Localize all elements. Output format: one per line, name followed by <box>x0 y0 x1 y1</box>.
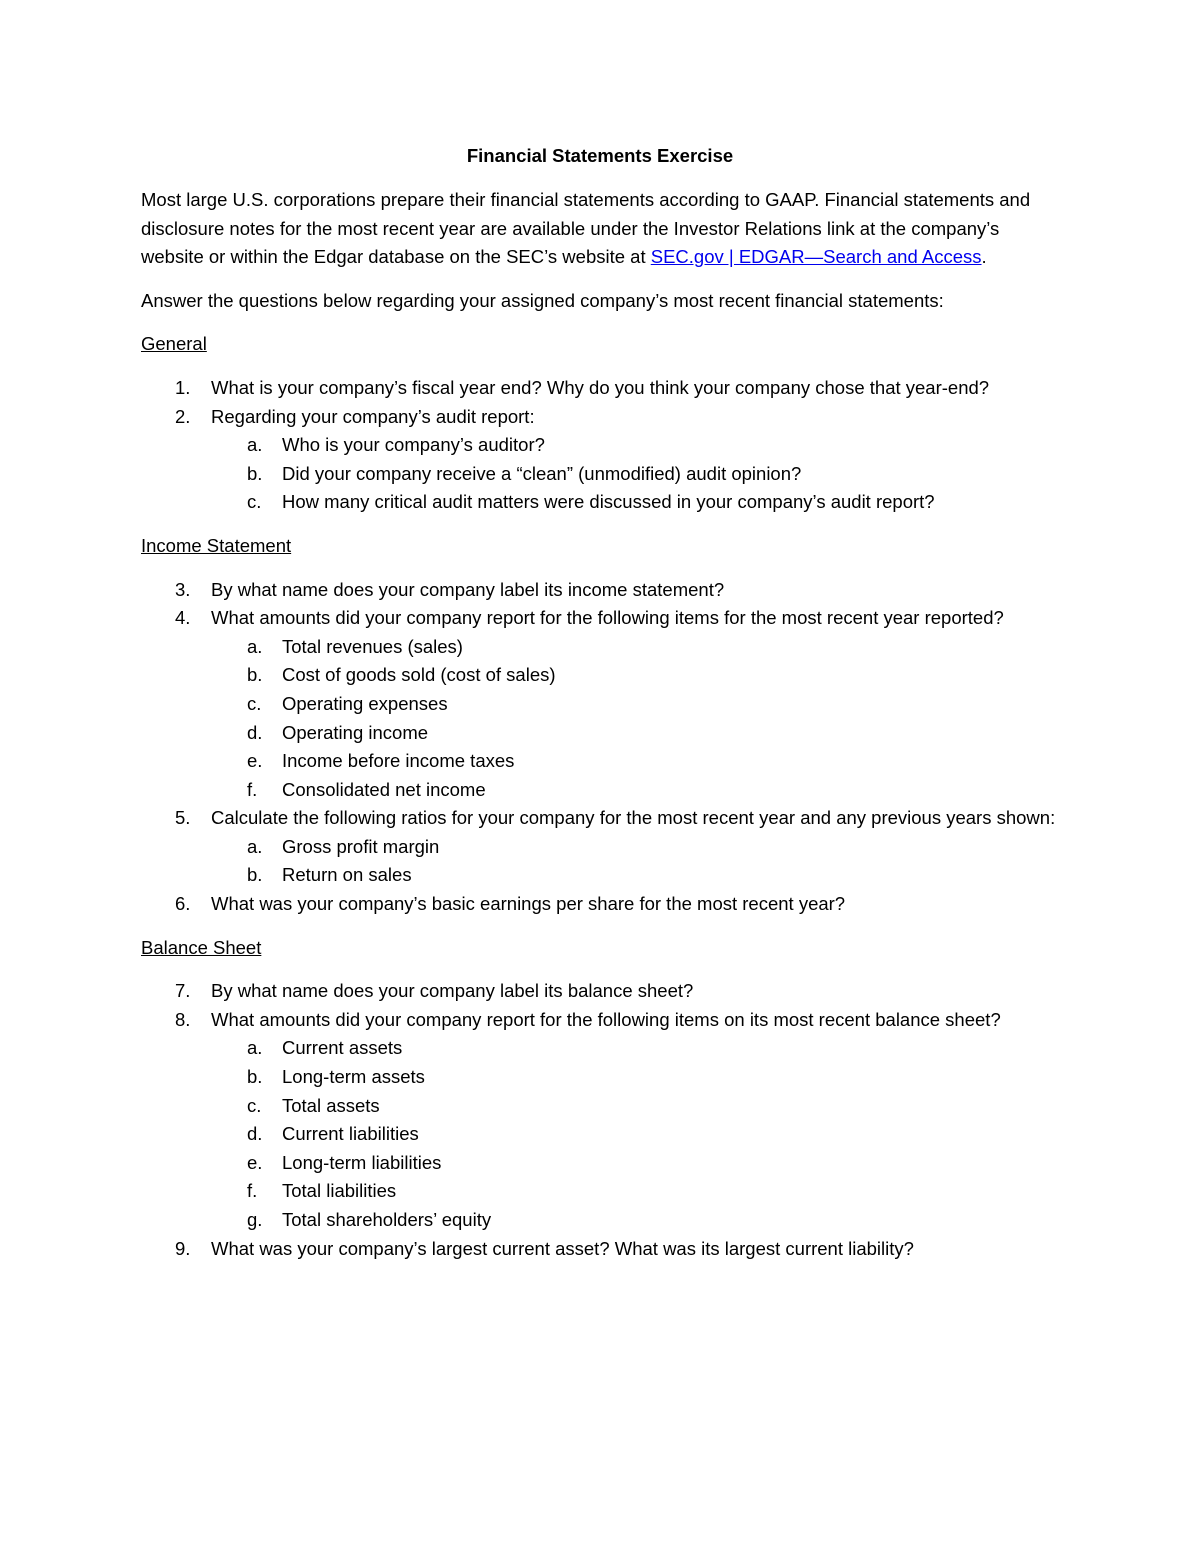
sub-question-letter: d. <box>247 1123 263 1145</box>
intro-paragraph <box>141 186 1059 272</box>
question-text: What was your company’s largest current asset? What was its largest current liability? <box>211 1237 914 1259</box>
question-text: What amounts did your company report for the following items for the most recent year reported? <box>211 607 1004 629</box>
sub-question-letter: b. <box>247 1066 263 1088</box>
question-text: What is your company’s fiscal year end? Why do you think your company chose that year-end? <box>211 376 990 398</box>
section-heading: Balance Sheet <box>141 936 262 958</box>
sub-question-item <box>141 719 1059 748</box>
question-text: Calculate the following ratios for your company for the most recent year and any previous years shown: <box>211 807 1056 829</box>
sub-question-item <box>141 833 1059 862</box>
sub-question-text: Operating expenses <box>282 692 448 714</box>
sub-question-text: Total liabilities <box>282 1180 397 1202</box>
sub-question-item <box>141 1120 1059 1149</box>
instruction-paragraph: Answer the questions below regarding your assigned company’s most recent financial statements: <box>141 289 944 311</box>
question-text: What amounts did your company report for the following items on its most recent balance sheet? <box>211 1008 1001 1030</box>
sub-question-item <box>141 633 1059 662</box>
question-number: 9. <box>175 1237 191 1259</box>
sub-question-letter: c. <box>247 692 262 714</box>
question-item <box>141 403 1059 517</box>
sub-question-text: Return on sales <box>282 864 412 886</box>
sub-question-item <box>141 488 1059 517</box>
question-item <box>141 1006 1059 1235</box>
sub-question-letter: a. <box>247 434 263 456</box>
sub-question-letter: c. <box>247 491 262 513</box>
question-number: 8. <box>175 1008 191 1030</box>
sub-question-letter: e. <box>247 1151 263 1173</box>
sub-question-text: Who is your company’s auditor? <box>282 434 545 456</box>
sub-question-item <box>141 1206 1059 1235</box>
sub-question-item <box>141 1063 1059 1092</box>
question-text: By what name does your company label its balance sheet? <box>211 980 694 1002</box>
section-heading: General <box>141 333 207 355</box>
sub-question-list <box>211 1034 1059 1234</box>
question-number: 2. <box>175 405 191 427</box>
sub-question-text: Current assets <box>282 1037 403 1059</box>
intro-end: . <box>981 246 987 268</box>
sub-question-list <box>211 833 1059 890</box>
sub-question-letter: a. <box>247 835 263 857</box>
question-item <box>141 374 1059 403</box>
sub-question-item <box>141 1034 1059 1063</box>
sub-question-list <box>211 431 1059 517</box>
question-number: 7. <box>175 980 191 1002</box>
sub-question-text: Consolidated net income <box>282 778 486 800</box>
sub-question-letter: a. <box>247 1037 263 1059</box>
question-item <box>141 977 1059 1006</box>
question-text: Regarding your company’s audit report: <box>211 405 535 427</box>
sub-question-text: Total revenues (sales) <box>282 635 463 657</box>
intro-text: Most large U.S. corporations prepare their financial statements according to GAAP. Financial statements and disclosure notes for the most recent year are available under the Investor Relations link at the company’s website or within the Edgar database on the SEC’s website at <box>141 189 1031 268</box>
sub-question-letter: c. <box>247 1094 262 1116</box>
sub-question-item <box>141 1092 1059 1121</box>
sub-question-list <box>211 633 1059 805</box>
sub-question-item <box>141 861 1059 890</box>
question-item <box>141 604 1059 804</box>
sub-question-letter: b. <box>247 462 263 484</box>
sub-question-item <box>141 690 1059 719</box>
question-number: 6. <box>175 893 191 915</box>
question-list <box>141 576 1059 919</box>
edgar-link[interactable]: SEC.gov | EDGAR—Search and Access <box>650 246 982 268</box>
sub-question-text: Income before income taxes <box>282 750 515 772</box>
document-page <box>141 142 1059 1278</box>
question-item <box>141 576 1059 605</box>
sub-question-text: Long-term assets <box>282 1066 425 1088</box>
sub-question-item <box>141 460 1059 489</box>
sub-question-text: Total assets <box>282 1094 380 1116</box>
question-item <box>141 1235 1059 1264</box>
sections-container <box>141 330 1059 1263</box>
section-heading: Income Statement <box>141 534 292 556</box>
sub-question-text: Gross profit margin <box>282 835 440 857</box>
sub-question-letter: d. <box>247 721 263 743</box>
question-item <box>141 804 1059 890</box>
question-list <box>141 977 1059 1263</box>
sub-question-item <box>141 776 1059 805</box>
sub-question-text: Long-term liabilities <box>282 1151 442 1173</box>
sub-question-letter: e. <box>247 750 263 772</box>
sub-question-letter: a. <box>247 635 263 657</box>
question-text: What was your company’s basic earnings per share for the most recent year? <box>211 893 846 915</box>
sub-question-item <box>141 431 1059 460</box>
sub-question-text: Operating income <box>282 721 429 743</box>
sub-question-text: Current liabilities <box>282 1123 419 1145</box>
question-number: 4. <box>175 607 191 629</box>
question-number: 3. <box>175 578 191 600</box>
question-list <box>141 374 1059 517</box>
sub-question-letter: f. <box>247 778 258 800</box>
question-text: By what name does your company label its income statement? <box>211 578 725 600</box>
sub-question-item <box>141 747 1059 776</box>
sub-question-item <box>141 1177 1059 1206</box>
sub-question-letter: f. <box>247 1180 258 1202</box>
sub-question-item <box>141 1149 1059 1178</box>
sub-question-letter: b. <box>247 664 263 686</box>
question-number: 5. <box>175 807 191 829</box>
sub-question-text: Cost of goods sold (cost of sales) <box>282 664 556 686</box>
sub-question-item <box>141 661 1059 690</box>
sub-question-text: How many critical audit matters were discussed in your company’s audit report? <box>282 491 935 513</box>
sub-question-letter: g. <box>247 1209 263 1230</box>
question-item <box>141 890 1059 919</box>
sub-question-text: Total shareholders’ equity <box>282 1209 492 1230</box>
sub-question-letter: b. <box>247 864 263 886</box>
question-number: 1. <box>175 376 191 398</box>
sub-question-text: Did your company receive a “clean” (unmodified) audit opinion? <box>282 462 802 484</box>
document-title: Financial Statements Exercise <box>466 145 734 166</box>
